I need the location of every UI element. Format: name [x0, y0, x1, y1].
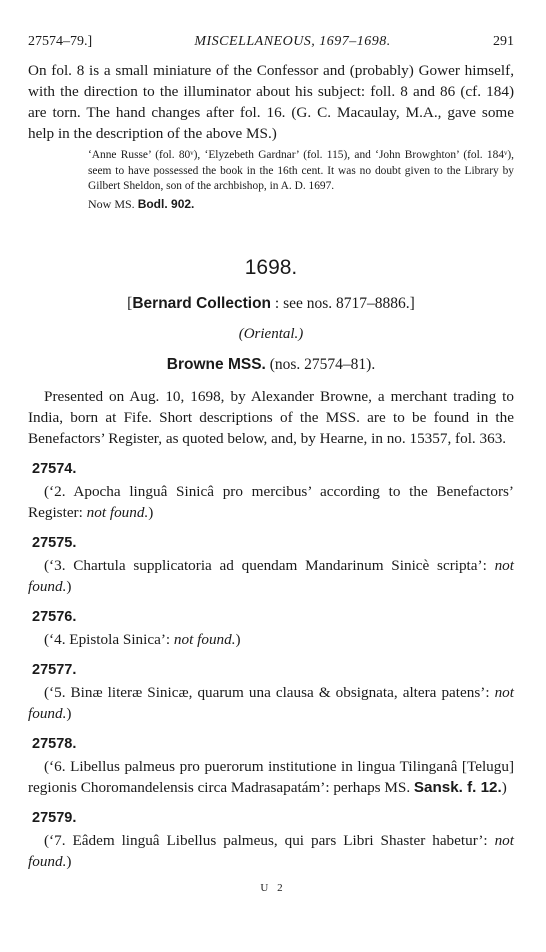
entry-number: 27575.: [32, 534, 77, 551]
entry: [28, 533, 514, 597]
entry-number: 27578.: [32, 735, 77, 752]
continuation-paragraph: On fol. 8 is a small miniature of the Confessor and (probably) Gower himself, with the direction to the illuminator about his subject: foll. 8 and 86 (cf. 184) are torn. The hand changes after fol. 16. (G. C. Macaulay, M.A., gave some help in the description of the above MS.): [28, 62, 514, 142]
running-head: [28, 34, 514, 56]
collection-name: Bernard Collection: [132, 294, 272, 312]
entry-text: (‘5. Binæ literæ Sinicæ, quarum una clausa & obsignata, altera patens’: not found.): [28, 683, 514, 722]
browne-name: Browne MSS.: [166, 355, 266, 373]
entry-text: (‘2. Apocha linguâ Sinicâ pro mercibus’ according to the Benefactors’ Register: not found.): [28, 482, 514, 521]
entry-number: 27579.: [32, 809, 77, 826]
entry-number: 27577.: [32, 661, 77, 678]
entry-list: [28, 459, 514, 872]
entry-text: (‘6. Libellus palmeus pro puerorum institutione in lingua Tilinganâ [Telugu] regionis Choromandelensis circa Madrasapatám’: perhaps MS. Sansk. f. 12.): [28, 757, 514, 796]
browne-range: (nos. 27574–81).: [265, 355, 376, 373]
collection-bracket: [: [127, 294, 133, 312]
page-number: 291: [493, 34, 514, 49]
collection-reference: : see nos. 8717–8886.]: [274, 294, 415, 312]
shelfmark: Bodl. 902.: [137, 196, 195, 211]
page: [28, 34, 514, 872]
entry: [28, 607, 514, 650]
provenance-note: ‘Anne Russe’ (fol. 80ᵛ), ‘Elyzebeth Gardnar’ (fol. 115), and ‘John Browghton’ (fol. 184ᵛ), seem to have possessed the book in the 16th cent. It was no doubt given to the Library by Gilbert Sheldon, son of the archbishop, in A. D. 1697.: [88, 149, 514, 192]
entry: [28, 808, 514, 872]
shelfmark-line: [88, 197, 514, 212]
year-heading: 1698.: [244, 255, 298, 279]
running-head-left: 27574–79.]: [28, 34, 93, 49]
signature-mark: U 2: [260, 882, 286, 894]
browne-heading: [28, 356, 514, 374]
entry-text: (‘7. Eâdem linguâ Libellus palmeus, qui pars Libri Shaster habetur’: not found.): [28, 831, 514, 870]
entry: [28, 660, 514, 724]
running-head-title: MISCELLANEOUS, 1697–1698.: [194, 34, 391, 49]
entry-number: 27576.: [32, 608, 77, 625]
entry-number: 27574.: [32, 460, 77, 477]
oriental-subheading: (Oriental.): [238, 325, 304, 342]
intro-paragraph: Presented on Aug. 10, 1698, by Alexander Browne, a merchant trading to India, born at Fife. Short descriptions of the MSS. are to be found in the Benefactors’ Register, as quoted below, and, by Hearne, in no. 15357, fol. 363.: [28, 387, 514, 447]
entry-text: (‘4. Epistola Sinica’: not found.): [44, 630, 241, 648]
entry-text: (‘3. Chartula supplicatoria ad quendam Mandarinum Sinicè scripta’: not found.): [28, 556, 514, 595]
entry: [28, 459, 514, 523]
entry: [28, 734, 514, 798]
shelfmark-prefix: Now MS.: [88, 196, 138, 211]
collection-heading: [28, 295, 514, 313]
